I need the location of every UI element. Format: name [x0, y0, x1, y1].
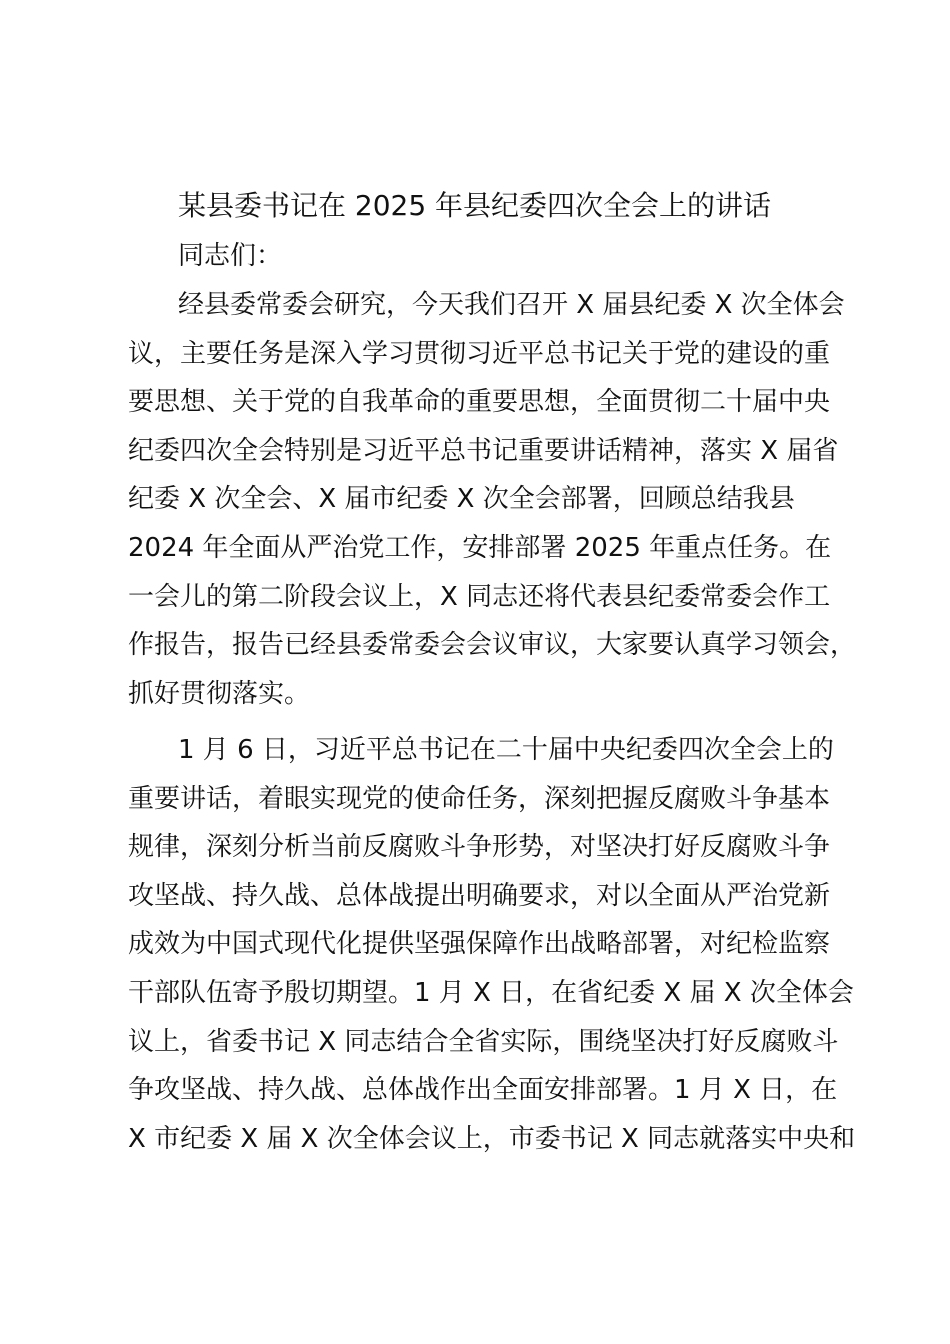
text-line: 成效为中国式现代化提供坚强保障作出战略部署，对纪检监察 — [128, 929, 831, 960]
salutation: 同志们： — [178, 241, 283, 271]
text-line: 争攻坚战、持久战、总体战作出全面安排部署。1 月 X 日，在 — [128, 1075, 838, 1106]
text-line: 干部队伍寄予殷切期望。1 月 X 日，在省纪委 X 届 X 次全体会 — [128, 977, 854, 1008]
text-line: 纪委 X 次全会、X 届市纪委 X 次全会部署，回顾总结我县 — [128, 484, 795, 515]
text-line: 议，主要任务是深入学习贯彻习近平总书记关于党的建设的重 — [128, 338, 831, 369]
text-line: 抓好贯彻落实。 — [128, 678, 311, 709]
text-line: 重要讲话，着眼实现党的使命任务，深刻把握反腐败斗争基本 — [128, 783, 831, 814]
text-line: 经县委常委会研究，今天我们召开 X 届县纪委 X 次全体会 — [178, 290, 845, 320]
text-line: 1 月 6 日，习近平总书记在二十届中央纪委四次全会上的 — [178, 735, 834, 765]
text-line: 一会儿的第二阶段会议上，X 同志还将代表县纪委常委会作工 — [128, 581, 831, 612]
text-line: 攻坚战、持久战、总体战提出明确要求，对以全面从严治党新 — [128, 880, 831, 911]
paragraph-2 — [128, 726, 868, 1163]
document-title: 某县委书记在 2025 年县纪委四次全会上的讲话 — [178, 189, 772, 222]
text-line: 议上，省委书记 X 同志结合全省实际，围绕坚决打好反腐败斗 — [128, 1026, 839, 1057]
text-line: 2024 年全面从严治党工作，安排部署 2025 年重点任务。在 — [128, 532, 832, 563]
text-line: 要思想、关于党的自我革命的重要思想，全面贯彻二十届中央 — [128, 387, 831, 418]
text-line: 作报告，报告已经县委常委会会议审议，大家要认真学习领会， — [128, 630, 857, 661]
text-line: X 市纪委 X 届 X 次全体会议上，市委书记 X 同志就落实中央和 — [128, 1123, 856, 1154]
paragraph-1 — [128, 281, 868, 718]
text-line: 规律，深刻分析当前反腐败斗争形势，对坚决打好反腐败斗争 — [128, 832, 831, 863]
text-line: 纪委四次全会特别是习近平总书记重要讲话精神，落实 X 届省 — [128, 435, 839, 466]
